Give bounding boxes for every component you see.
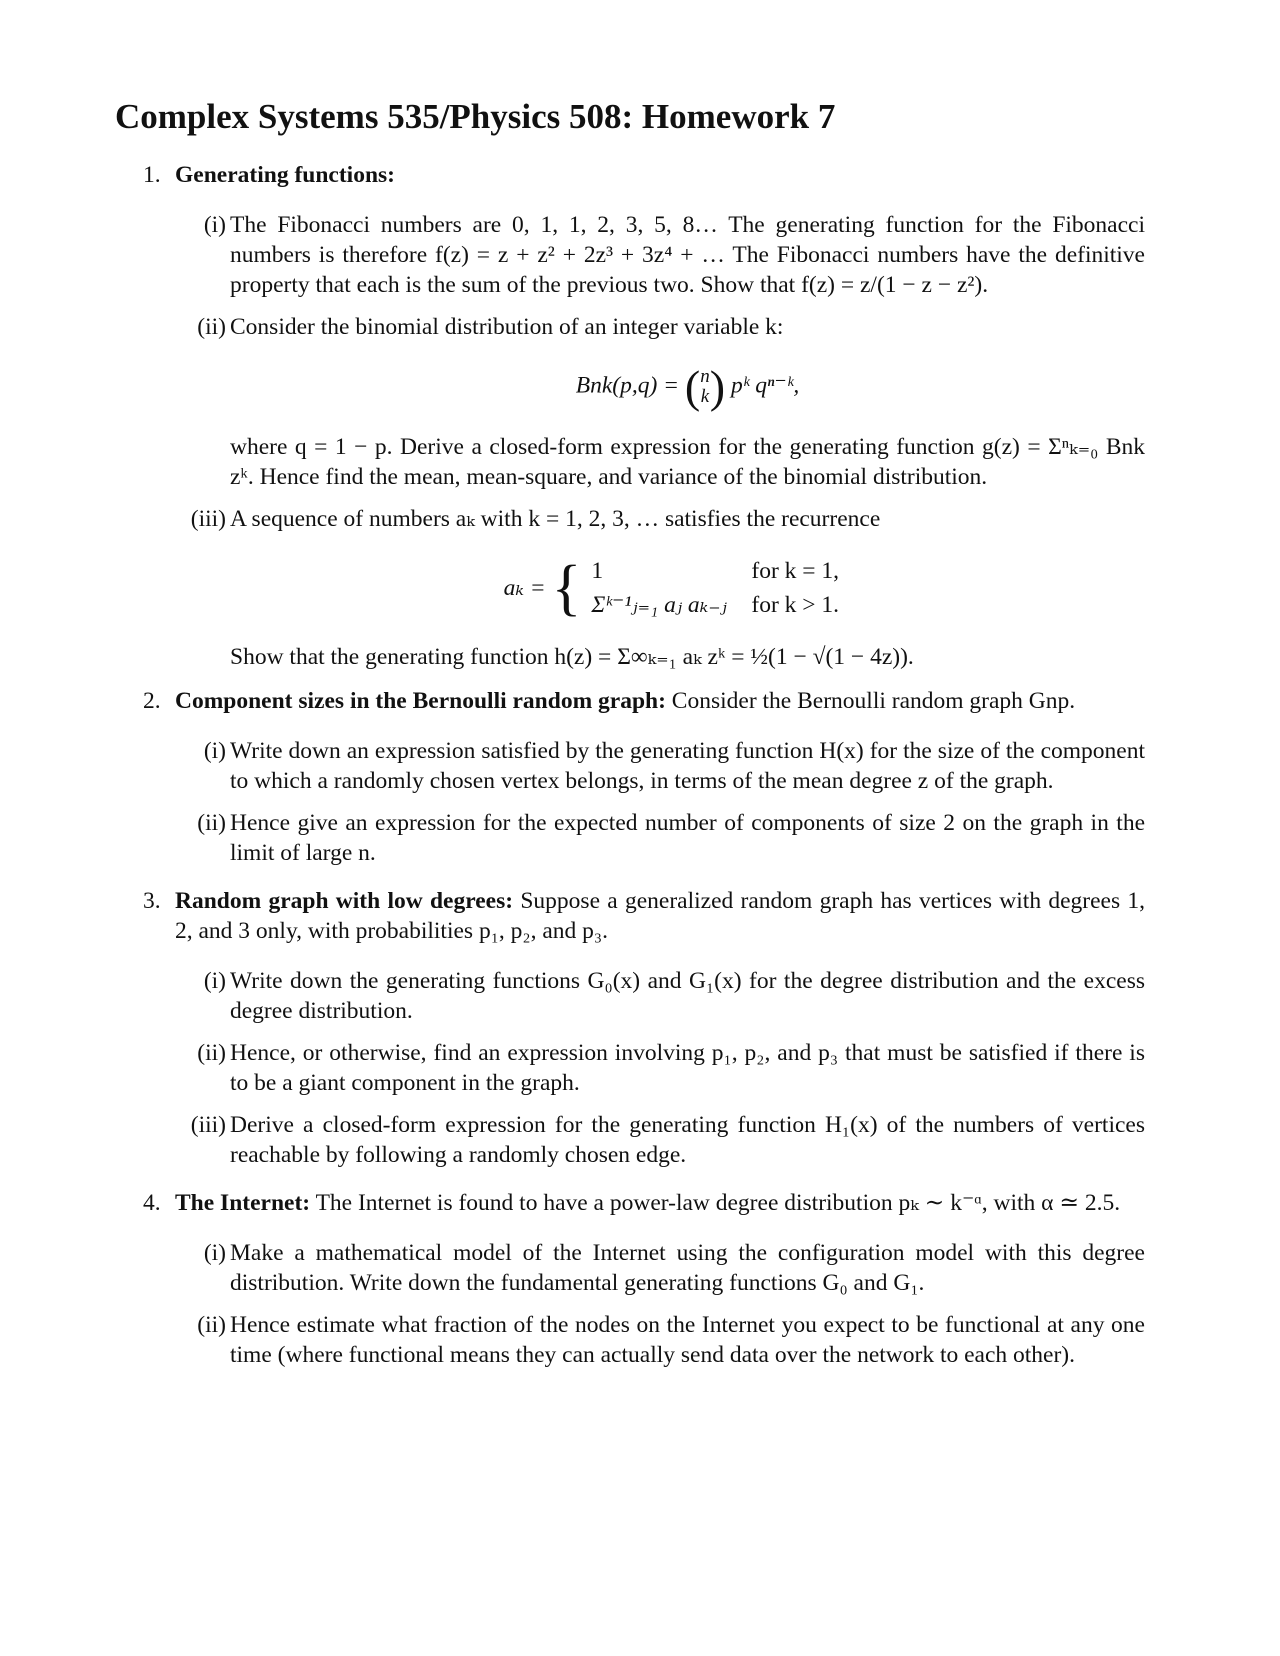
- part-label: (i): [203, 968, 226, 994]
- case-1-condition: for k = 1,: [751, 558, 840, 584]
- problem-heading: Generating functions:: [175, 162, 395, 188]
- part-3-iii: [190, 1110, 1145, 1170]
- part-text: A sequence of numbers aₖ with k = 1, 2, 3, … satisfies the recurrence: [230, 506, 881, 532]
- part-text: Write down the generating functions G₀(x) and G₁(x) for the degree distribution and the excess degree distribution.: [230, 968, 1145, 1024]
- part-4-ii: [197, 1310, 1145, 1370]
- cases-block: [504, 556, 872, 620]
- problem-heading: Random graph with low degrees:: [175, 888, 514, 914]
- problem-4: [115, 1188, 1145, 1370]
- case-1-value: 1: [591, 558, 604, 584]
- problem-number: 4.: [143, 1190, 161, 1216]
- part-2-i: [203, 736, 1145, 796]
- problem-intro: The Internet is found to have a power-law degree distribution pₖ ∼ k⁻ᵅ, with α ≃ 2.5.: [315, 1190, 1121, 1216]
- problem-parts: [115, 1238, 1145, 1370]
- part-2-ii: [197, 808, 1145, 868]
- part-label: (ii): [197, 810, 226, 836]
- part-1-iii: [190, 504, 1145, 672]
- problem-parts: [115, 210, 1145, 672]
- left-paren: (: [684, 361, 701, 412]
- problem-intro: Suppose a generalized random graph has vertices with degrees 1, 2, and 3 only, with probabilities p₁, p₂, and p₃.: [175, 888, 1146, 944]
- part-text: Show that the generating function h(z) = Σ∞ₖ₌₁ aₖ zᵏ = ½(1 − √(1 − 4z)).: [230, 644, 914, 670]
- part-label: (i): [203, 738, 226, 764]
- case-2-value: Σᵏ⁻¹ⱼ₌₁ aⱼ aₖ₋ⱼ: [591, 592, 727, 618]
- problem-heading-line: [175, 1188, 1145, 1218]
- problem-heading: Component sizes in the Bernoulli random graph:: [175, 688, 666, 714]
- problem-3: [115, 886, 1145, 1170]
- part-label: (i): [203, 212, 226, 238]
- problem-heading-line: [175, 686, 1145, 716]
- problem-number: 2.: [143, 688, 161, 714]
- part-4-i: [203, 1238, 1145, 1298]
- part-text: Make a mathematical model of the Internet using the configuration model with this degree distribution. Write down the fundamental generating functions G₀ and G₁.: [230, 1240, 1145, 1296]
- recurrence-equation: [230, 556, 1145, 620]
- problem-2: [115, 686, 1145, 868]
- page-title: Complex Systems 535/Physics 508: Homework 7: [115, 97, 836, 136]
- part-text: Consider the binomial distribution of an integer variable k:: [230, 314, 784, 340]
- part-label: (ii): [197, 314, 226, 340]
- binom-bottom: k: [700, 386, 710, 407]
- problem-heading-line: [175, 160, 1145, 190]
- case-2-condition: for k > 1.: [751, 592, 840, 618]
- left-brace: {: [551, 554, 582, 622]
- problem-intro: Consider the Bernoulli random graph Gnp.: [671, 688, 1076, 714]
- part-text: Derive a closed-form expression for the generating function H₁(x) of the numbers of vertices reachable by following a randomly chosen edge.: [230, 1112, 1145, 1168]
- part-text: where q = 1 − p. Derive a closed-form expression for the generating function g(z) = Σⁿₖ₌₀ Bnk zᵏ. Hence find the mean, mean-square, and variance of the binomial distribution.: [230, 434, 1145, 490]
- part-1-i: [203, 210, 1145, 300]
- part-label: (ii): [197, 1040, 226, 1066]
- equation-lhs: Bnk(p,q) =: [575, 372, 680, 399]
- binomial-equation: [230, 361, 1145, 412]
- part-label: (iii): [190, 506, 226, 532]
- part-text: Write down an expression satisfied by the generating function H(x) for the size of the component to which a randomly chosen vertex belongs, in terms of the mean degree z of the graph.: [230, 738, 1145, 794]
- part-label: (iii): [190, 1112, 226, 1138]
- problem-1: [115, 160, 1145, 672]
- problem-parts: [115, 966, 1145, 1170]
- problem-number: 1.: [143, 162, 161, 188]
- problem-heading: The Internet:: [175, 1190, 311, 1216]
- binomial-coefficient: [700, 367, 710, 407]
- part-text: The Fibonacci numbers are 0, 1, 1, 2, 3, 5, 8… The generating function for the Fibonacci numbers is therefore f(z) = z + z² + 2z³ + 3z⁴ + … The Fibonacci numbers have the definitive property that each is the sum of the previous two. Show that f(z) = z/(1 − z − z²).: [230, 212, 1145, 298]
- equation-rhs: pᵏ qⁿ⁻ᵏ,: [730, 372, 800, 399]
- binom-top: n: [700, 366, 710, 387]
- equation-lhs: aₖ =: [503, 575, 546, 601]
- part-text: Hence give an expression for the expected number of components of size 2 on the graph in the limit of large n.: [230, 810, 1145, 866]
- problem-parts: [115, 736, 1145, 868]
- part-text: Hence estimate what fraction of the nodes on the Internet you expect to be functional at any one time (where functional means they can actually send data over the network to each other).: [230, 1312, 1145, 1368]
- part-3-i: [203, 966, 1145, 1026]
- part-text: Hence, or otherwise, find an expression involving p₁, p₂, and p₃ that must be satisfied if there is to be a giant component in the graph.: [230, 1040, 1145, 1096]
- homework-page: [115, 96, 1145, 1382]
- part-3-ii: [197, 1038, 1145, 1098]
- cases-rows: [591, 556, 871, 620]
- part-label: (i): [203, 1240, 226, 1266]
- problem-heading-line: [175, 886, 1145, 946]
- right-paren: ): [709, 361, 726, 412]
- part-label: (ii): [197, 1312, 226, 1338]
- problem-number: 3.: [143, 888, 161, 914]
- part-1-ii: [197, 312, 1145, 492]
